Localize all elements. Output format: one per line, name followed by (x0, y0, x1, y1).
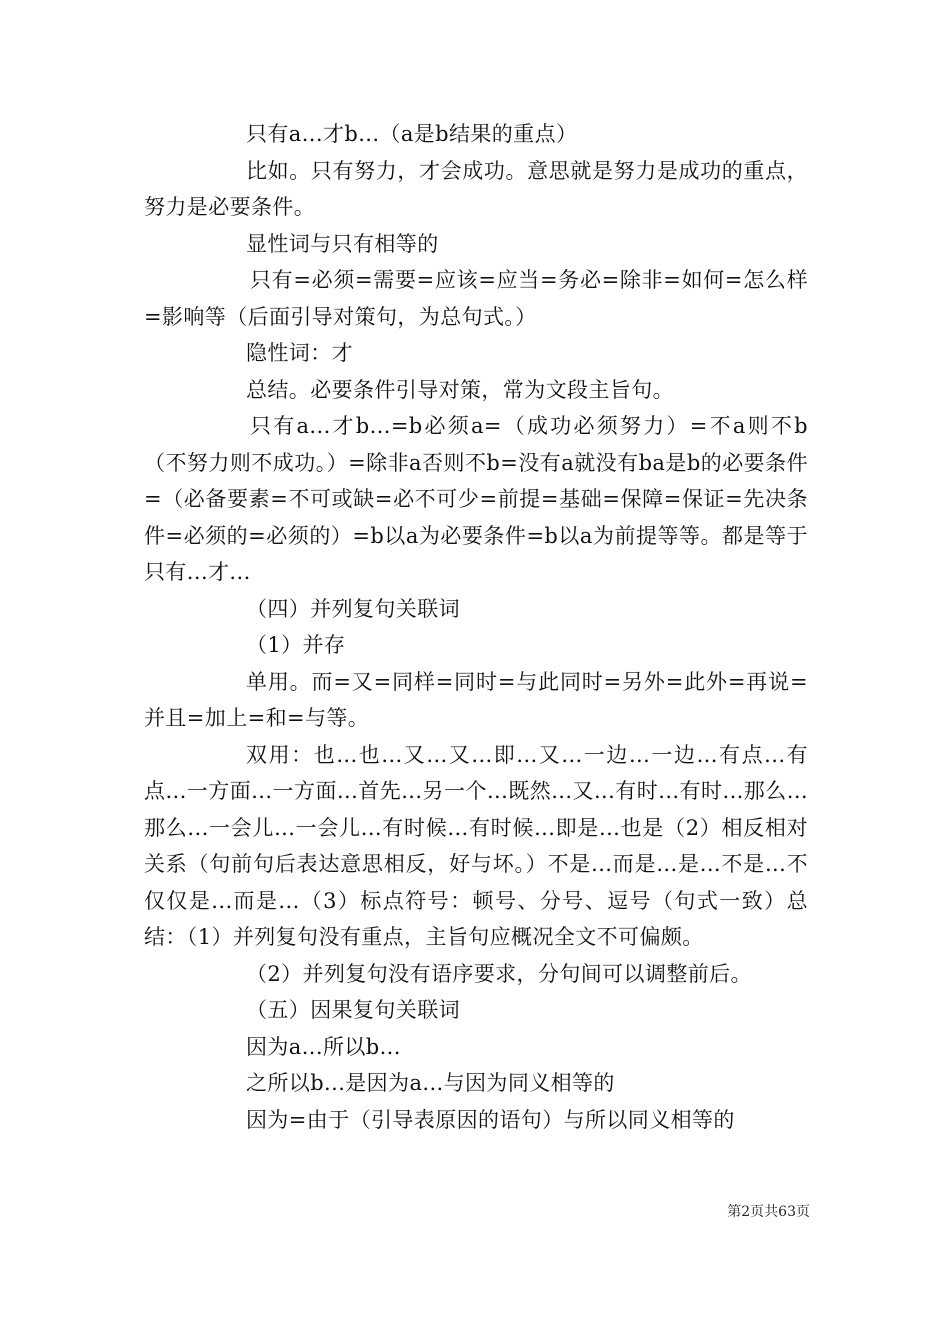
subsection-heading: （1）并存 (246, 633, 346, 657)
paragraph: 因为a...所以b... (246, 1034, 401, 1059)
paragraph: 只有a...才b...（a是b结果的重点） (246, 122, 578, 146)
paragraph: 因为=由于（引导表原因的语句）与所以同义相等的 (246, 1107, 735, 1132)
paragraph: 只有=必须=需要=应该=应当=务必=除非=如何=怎么样=影响等（后面引导对策句，为总句式。） (144, 268, 808, 329)
paragraph: 之所以b...是因为a...与因为同义相等的 (246, 1071, 615, 1095)
paragraph: （2）并列复句没有语序要求，分句间可以调整前后。 (246, 961, 752, 986)
paragraph: 单用。而=又=同样=同时=与此同时=另外=此外=再说=并且=加上=和=与等。 (144, 669, 808, 730)
page-number-footer: 第2页共63页 (727, 1204, 810, 1220)
paragraph: 显性词与只有相等的 (246, 231, 439, 256)
paragraph: 双用：也...也...又...又...即...又...一边...一边...有点...有点...一方面...一方面...首先...另一个...既然...又...有时...有时...那么...那么...一会儿...一会儿...有时候...有时候...即是...也是（2）相反相对关系（句前句后表达意思相反，好与坏。）不是...而是...是...不是...不仅仅是...而是...（3）标点符号：顿号、分号、逗号（句式一致）总结：（1）并列复句没有重点，主旨句应概况全文不可偏颇。 (144, 742, 808, 949)
section-heading: （四）并列复句关联词 (246, 596, 460, 621)
paragraph: 只有a...才b...=b必须a=（成功必须努力）=不a则不b（不努力则不成功。）=除非a否则不b=没有a就没有ba是b的必要条件=（必备要素=不可或缺=必不可少=前提=基础=保障=保证=先决条件=必须的=必须的）=b以a为必要条件=b以a为前提等等。都是等于只有...才... (144, 414, 808, 584)
section-heading: （五）因果复句关联词 (246, 998, 460, 1022)
paragraph: 隐性词：才 (246, 341, 353, 365)
paragraph: 比如。只有努力，才会成功。意思就是努力是成功的重点，努力是必要条件。 (144, 158, 808, 219)
paragraph: 总结。必要条件引导对策，常为文段主旨句。 (246, 377, 674, 402)
document-body (144, 116, 808, 1138)
